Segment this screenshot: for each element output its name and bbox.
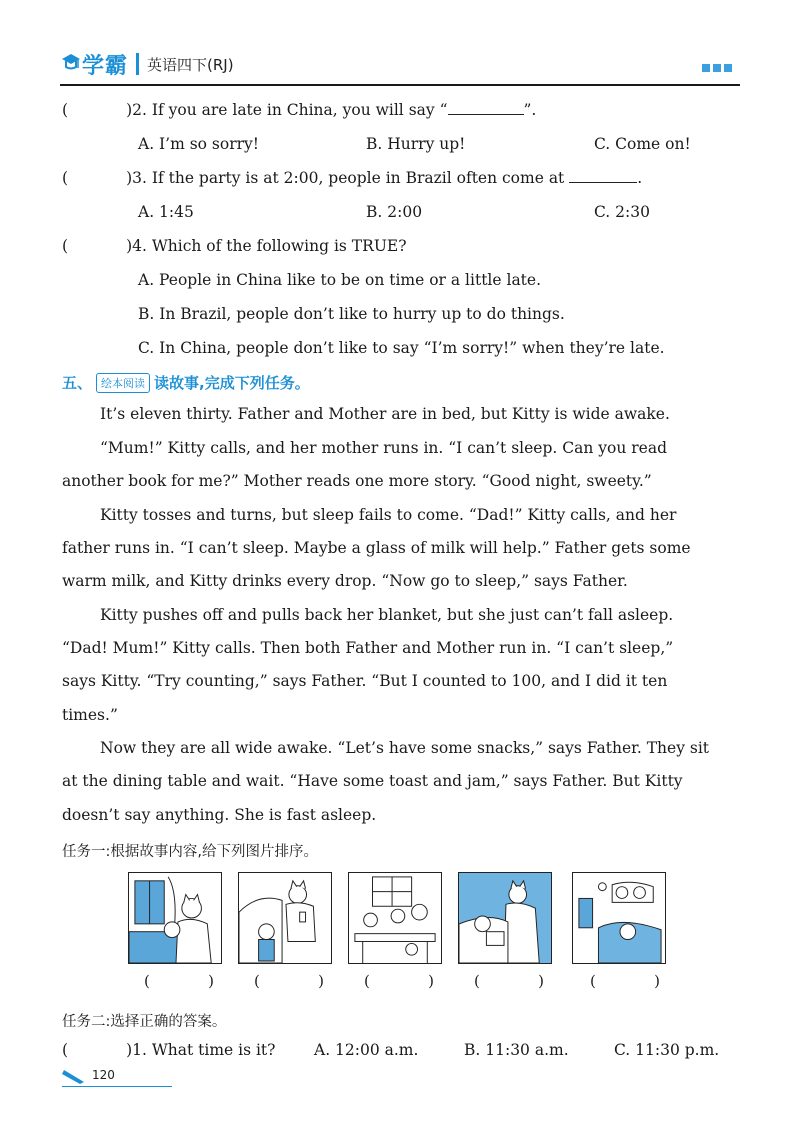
- answer-blank[interactable]: [448, 100, 524, 115]
- page-number: 120: [92, 1068, 115, 1082]
- story-line: “Mum!” Kitty calls, and her mother runs in. “I can’t sleep. Can you read: [100, 439, 667, 457]
- picture-answer-5[interactable]: ( ): [590, 972, 660, 990]
- answer-paren[interactable]: (: [62, 169, 69, 187]
- question-3: [62, 168, 642, 188]
- question-text: )4. Which of the following is TRUE?: [126, 237, 407, 255]
- task-2-q1-option-a: A. 12:00 a.m.: [314, 1041, 419, 1059]
- question-3-option-a: A. 1:45: [138, 203, 194, 221]
- kitty-mother-reading-picture: [458, 872, 552, 964]
- question-3-option-c: C. 2:30: [594, 203, 650, 221]
- question-3-option-b: B. 2:00: [366, 203, 423, 221]
- question-text-end: ”.: [523, 101, 537, 119]
- page-header: [60, 44, 740, 88]
- question-2-option-c: C. Come on!: [594, 135, 691, 153]
- answer-paren[interactable]: (: [62, 101, 69, 119]
- logo-divider: [136, 53, 139, 75]
- story-line: times.”: [62, 706, 118, 724]
- question-text: )3. If the party is at 2:00, people in Brazil often come at: [126, 169, 570, 187]
- pen-icon: [62, 1066, 88, 1086]
- question-text: )1. What time is it?: [126, 1041, 276, 1059]
- story-line: says Kitty. “Try counting,” says Father. “But I counted to 100, and I did it ten: [62, 672, 668, 690]
- answer-blank[interactable]: [569, 168, 637, 183]
- task-1-heading: 任务一:根据故事内容,给下列图片排序。: [62, 844, 318, 860]
- kitty-father-milk-picture: [238, 872, 332, 964]
- question-2: [62, 100, 536, 120]
- question-text: )2. If you are late in China, you will say “: [126, 101, 448, 119]
- kitty-dining-table-picture: [348, 872, 442, 964]
- section-number: 五、: [62, 374, 93, 392]
- answer-paren[interactable]: (: [62, 1041, 69, 1059]
- header-rule: [60, 84, 740, 86]
- picture-answer-3[interactable]: ( ): [364, 972, 434, 990]
- graduation-cap-icon: [60, 51, 82, 77]
- header-dots-icon: [702, 64, 732, 72]
- task-2-heading: 任务二:选择正确的答案。: [62, 1014, 227, 1030]
- brand-logo: [60, 44, 234, 84]
- picture-answer-4[interactable]: ( ): [474, 972, 544, 990]
- kitty-bedroom-window-picture: [128, 872, 222, 964]
- book-title: 英语四下(RJ): [147, 55, 234, 74]
- question-4: [62, 236, 407, 256]
- picture-answer-1[interactable]: ( ): [144, 972, 214, 990]
- story-line: Kitty pushes off and pulls back her blanket, but she just can’t fall asleep.: [100, 606, 674, 624]
- story-line: doesn’t say anything. She is fast asleep.: [62, 806, 377, 824]
- footer-rule: [62, 1086, 172, 1087]
- question-2-option-a: A. I’m so sorry!: [138, 135, 260, 153]
- section-5-title: [62, 372, 310, 393]
- story-line: It’s eleven thirty. Father and Mother are in bed, but Kitty is wide awake.: [100, 405, 670, 423]
- question-4-option-b: B. In Brazil, people don’t like to hurry up to do things.: [138, 305, 565, 323]
- story-line: “Dad! Mum!” Kitty calls. Then both Father and Mother run in. “I can’t sleep,”: [62, 639, 674, 657]
- answer-paren[interactable]: (: [62, 237, 69, 255]
- section-tag: 绘本阅读: [96, 373, 150, 393]
- question-4-option-c: C. In China, people don’t like to say “I’m sorry!” when they’re late.: [138, 339, 665, 357]
- story-line: at the dining table and wait. “Have some toast and jam,” says Father. But Kitty: [62, 772, 683, 790]
- question-4-option-a: A. People in China like to be on time or a little late.: [138, 271, 542, 289]
- question-text-end: .: [637, 169, 643, 187]
- story-line: father runs in. “I can’t sleep. Maybe a glass of milk will help.” Father gets some: [62, 539, 691, 557]
- picture-answer-2[interactable]: ( ): [254, 972, 324, 990]
- logo-text: 学霸: [82, 53, 129, 79]
- section-heading: 读故事,完成下列任务。: [154, 374, 310, 392]
- story-line: another book for me?” Mother reads one more story. “Good night, sweety.”: [62, 472, 652, 490]
- task-2-q1-option-c: C. 11:30 p.m.: [614, 1041, 720, 1059]
- story-line: Kitty tosses and turns, but sleep fails to come. “Dad!” Kitty calls, and her: [100, 506, 677, 524]
- task-2-q1-option-b: B. 11:30 a.m.: [464, 1041, 569, 1059]
- story-line: Now they are all wide awake. “Let’s have some snacks,” says Father. They sit: [100, 739, 710, 757]
- story-line: warm milk, and Kitty drinks every drop. “Now go to sleep,” says Father.: [62, 572, 628, 590]
- kitty-parents-in-bed-picture: [572, 872, 666, 964]
- task-2-question-1: [62, 1040, 275, 1060]
- question-2-option-b: B. Hurry up!: [366, 135, 466, 153]
